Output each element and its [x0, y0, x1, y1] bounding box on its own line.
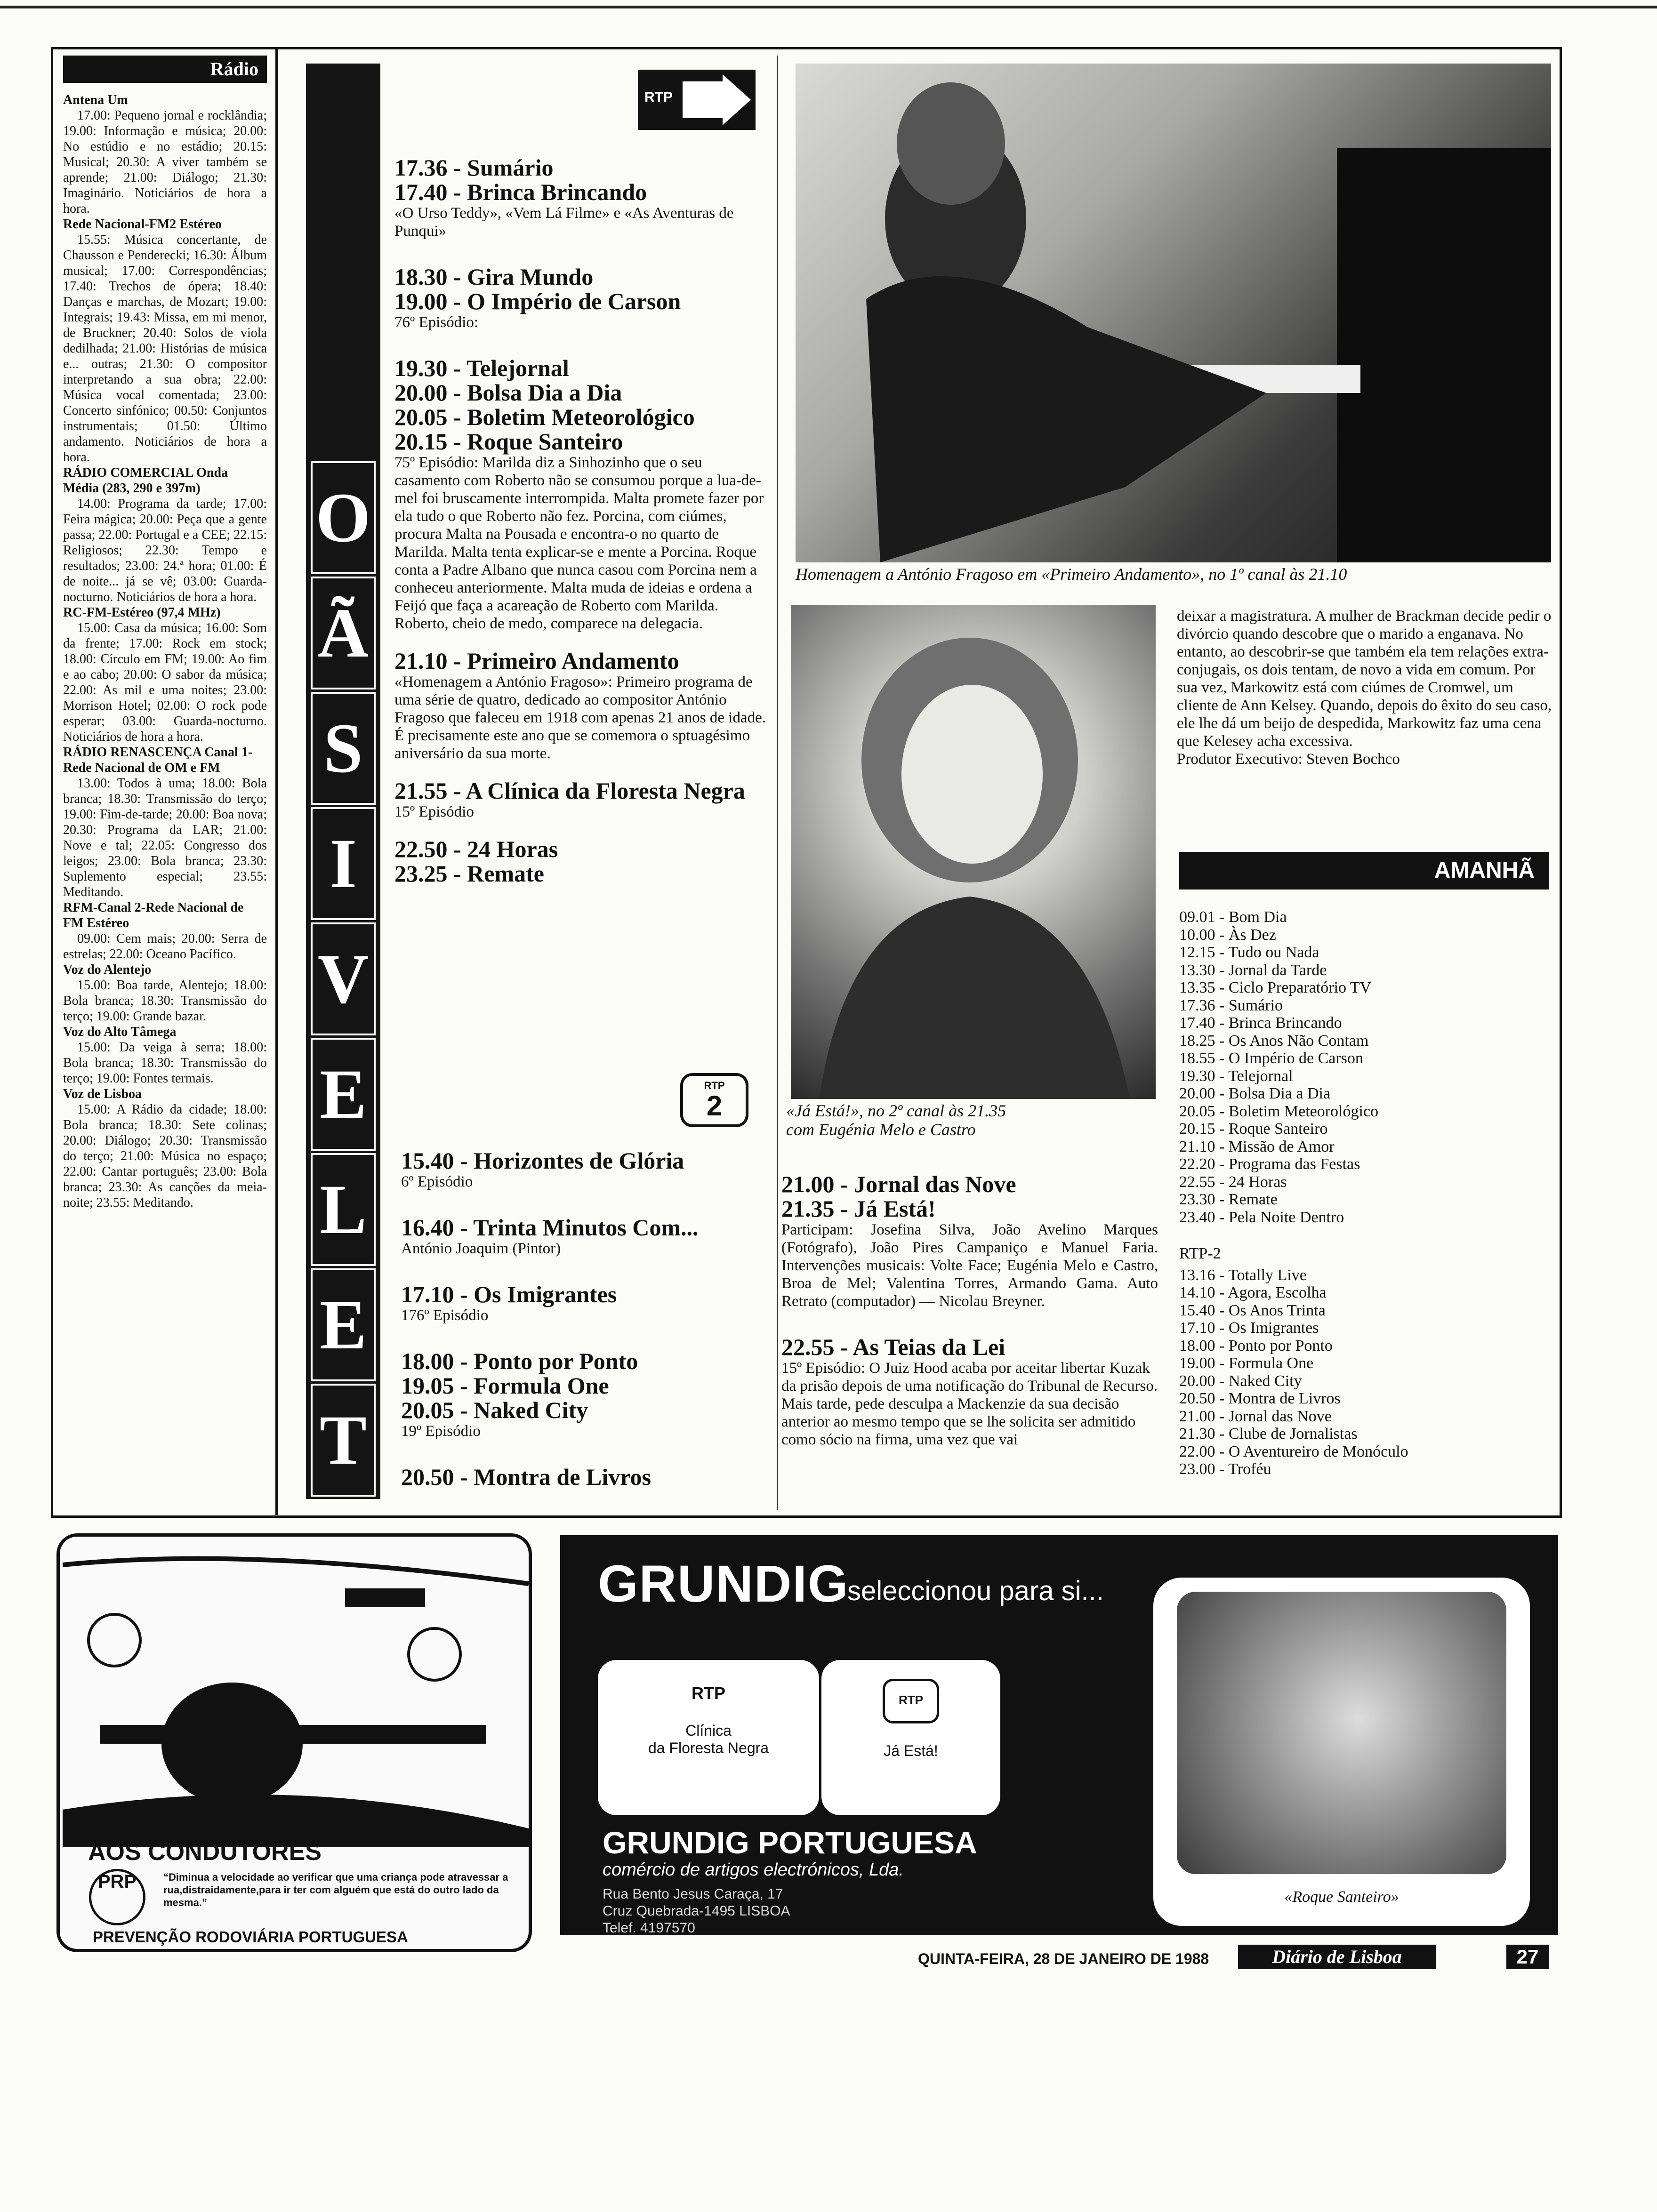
road-safety-ad	[56, 1533, 532, 1952]
rtp2-listings	[401, 1148, 773, 1489]
amanha-listings	[1179, 908, 1551, 1478]
tv1-line1: Clínica	[685, 1722, 732, 1739]
amanha-rtp2-list	[1179, 1266, 1551, 1478]
program-title: 16.40 - Trinta Minutos Com...	[401, 1214, 699, 1241]
program-title: 17.40 - Brinca Brincando	[394, 179, 647, 205]
tv1-line2: da Floresta Negra	[648, 1739, 769, 1756]
column-divider	[777, 56, 778, 1510]
banner-letter: T	[311, 1384, 376, 1497]
amanha-list-item: 23.30 - Remate	[1179, 1191, 1278, 1208]
radio-schedule: 15.55: Música concertante, de Chausson e Penderecki; 16.30: Álbum musical; 17.00: Correspondências; 17.40: Trechos de ópera; 18.40: Danças e marchas, de Mozart; 19.00: Integrais; 19.43: Missa, em mi menor, de Bruckner; 20.40: Solos de viola dedilhada; 21.00: Histórias de música e... outras; 21.30: O compositor interpretando a sua obra; 22.00: Música vocal comentada; 23.00: Concerto sinfónico; 00.50: Conjuntos instrumentais; 01.50: Último andamento. Noticiários de hora a hora.	[63, 232, 267, 465]
tv-photo-frame	[1153, 1578, 1530, 1926]
address-line: Rua Bento Jesus Caraça, 17	[603, 1886, 783, 1902]
banner-letter: E	[311, 1268, 376, 1381]
pianist-illustration	[796, 64, 1551, 562]
amanha-list-item: 21.10 - Missão de Amor	[1179, 1138, 1335, 1155]
rtp2-logo	[680, 1073, 748, 1127]
program-desc: António Joaquim (Pintor)	[401, 1240, 561, 1257]
program-title: 22.55 - As Teias da Lei	[781, 1334, 1005, 1360]
program-title: 22.50 - 24 Horas	[394, 836, 558, 862]
address-line: Cruz Quebrada-1495 LISBOA	[603, 1903, 790, 1919]
car-scene-illustration	[63, 1546, 529, 1847]
tv-rtp1-card	[598, 1660, 819, 1815]
program-desc: 15º Episódio: O Juiz Hood acaba por aceitar libertar Kuzak da prisão depois de uma notificação do Tribunal de Recurso. Mais tarde, pede desculpa a Mackenzie da sua decisão anterior ao mesmo tempo que se lhe solicita ser admitido como sócio na firma, uma vez que vai	[781, 1360, 1158, 1448]
radio-station-name: Rede Nacional-FM2 Estéreo	[63, 217, 222, 232]
amanha-list-item: 22.55 - 24 Horas	[1179, 1173, 1287, 1191]
program-desc: «O Urso Teddy», «Vem Lá Filme» e «As Aventuras de Punqui»	[394, 205, 734, 240]
amanha-list-item: 20.00 - Bolsa Dia a Dia	[1179, 1085, 1331, 1102]
program-title: 21.00 - Jornal das Nove	[781, 1171, 1016, 1197]
ad-org: PREVENÇÃO RODOVIÁRIA PORTUGUESA	[93, 1928, 408, 1946]
amanha-list-item: 22.20 - Programa das Festas	[1179, 1155, 1360, 1173]
radio-schedule: 15.00: A Rádio da cidade; 18.00: Bola branca; 18.30: Sete colinas; 20.00: Diálogo; 20.30: Transmissão do terço; 21.00: Música no espaço; 22.00: Cantar português; 23.00: Bola branca; 23.30: As canções da meia-noite; 23.55: Meditando.	[63, 1102, 267, 1210]
amanha-list-item: 20.15 - Roque Santeiro	[1179, 1120, 1328, 1138]
amanha-list-item: 19.30 - Telejornal	[1179, 1067, 1293, 1085]
amanha-list-item: 13.30 - Jornal da Tarde	[1179, 961, 1327, 979]
amanha-list-item: 13.16 - Totally Live	[1179, 1266, 1307, 1284]
amanha-list-item: 09.01 - Bom Dia	[1179, 908, 1287, 926]
amanha-list-item: 22.00 - O Aventureiro de Monóculo	[1179, 1443, 1408, 1460]
amanha-list-item: 17.10 - Os Imigrantes	[1179, 1319, 1319, 1337]
program-desc: 76º Episódio:	[394, 314, 478, 331]
amanha-list-item: 21.30 - Clube de Jornalistas	[1179, 1425, 1358, 1443]
amanha-header: AMANHÃ	[1179, 852, 1549, 890]
program-title: 21.35 - Já Está!	[781, 1195, 936, 1222]
banner-letter: I	[311, 807, 376, 920]
program-title: 18.30 - Gira Mundo	[394, 264, 594, 290]
radio-station-name: RFM-Canal 2-Rede Nacional de FM Estéreo	[63, 900, 244, 930]
program-credit: Produtor Executivo: Steven Bochco	[1177, 751, 1400, 768]
amanha-list-item: 10.00 - Às Dez	[1179, 926, 1276, 944]
program-desc: 15º Episódio	[394, 803, 474, 820]
amanha-list-item: 18.00 - Ponto por Ponto	[1179, 1337, 1333, 1354]
page-number: 27	[1506, 1945, 1549, 1969]
amanha-list-item: 18.25 - Os Anos Não Contam	[1179, 1032, 1369, 1050]
tv1-logo: RTP	[692, 1683, 725, 1703]
program-title: 20.00 - Bolsa Dia a Dia	[394, 379, 622, 406]
radio-header: Rádio	[63, 56, 267, 83]
program-title: 23.25 - Remate	[394, 860, 544, 887]
program-desc: 176º Episódio	[401, 1307, 489, 1324]
amanha-list-item: 20.05 - Boletim Meteorológico	[1179, 1102, 1379, 1120]
program-title: 20.05 - Naked City	[401, 1397, 588, 1423]
company-name: GRUNDIG PORTUGUESA	[603, 1825, 977, 1860]
tv-rtp2-card	[821, 1660, 1000, 1815]
rtp1-logo-text: RTP	[644, 89, 673, 105]
rtp2-desc-continued	[1177, 607, 1553, 768]
amanha-list-item: 20.50 - Montra de Livros	[1179, 1390, 1341, 1407]
program-title: 21.55 - A Clínica da Floresta Negra	[394, 777, 745, 804]
rtp1-arrow-icon	[638, 70, 756, 130]
amanha-list-item: 15.40 - Os Anos Trinta	[1179, 1301, 1326, 1319]
program-title: 17.10 - Os Imigrantes	[401, 1281, 617, 1307]
photo2-caption-line2: com Eugénia Melo e Castro	[786, 1120, 976, 1139]
footer-date: QUINTA-FEIRA, 28 DE JANEIRO DE 1988	[918, 1950, 1209, 1967]
radio-listings	[63, 92, 267, 1210]
program-title: 15.40 - Horizontes de Glória	[401, 1147, 684, 1174]
program-desc: «Homenagem a António Fragoso»: Primeiro programa de uma série de quatro, dedicado ao compositor António Fragoso que faleceu em 1918 com apenas 21 anos de idade. É precisamente este ano que se comemora o sptuagésimo aniversário da sua morte.	[394, 673, 766, 762]
photo1-caption: Homenagem a António Fragoso em «Primeiro Andamento», no 1º canal às 21.10	[796, 565, 1347, 584]
amanha-list-item: 23.40 - Pela Noite Dentro	[1179, 1208, 1344, 1226]
program-desc: Participam: Josefina Silva, João Avelino Marques (Fotógrafo), João Pires Campaniço e Manuel Faria. Intervenções musicais: Volte Face; Eugénia Melo e Castro, Broa de Mel; Valentina Torres, Armando Gama. Auto Retrato (computador) — Nicolau Breyner.	[781, 1221, 1158, 1310]
amanha-rtp2-label: RTP-2	[1179, 1245, 1221, 1262]
program-title: 19.30 - Telejornal	[394, 355, 569, 381]
amanha-list-item: 17.40 - Brinca Brincando	[1179, 1014, 1342, 1032]
radio-station-name: RC-FM-Estéreo (97,4 MHz)	[63, 605, 221, 620]
photo2-caption-line1: «Já Está!», no 2º canal às 21.35	[786, 1101, 1006, 1120]
rtp1-logo	[638, 70, 756, 130]
amanha-list-item: 13.35 - Ciclo Preparatório TV	[1179, 979, 1372, 996]
amanha-list-item: 12.15 - Tudo ou Nada	[1179, 944, 1319, 961]
company-address	[603, 1886, 790, 1937]
program-desc: deixar a magistratura. A mulher de Brackman decide pedir o divórcio quando descobre que o marido a enganava. No entanto, ao descobrir-se que também ela tem relações extra-conjugais, os dois tentam, de novo a vida em comum. Por sua vez, Markowitz está com ciúmes de Cromwel, um cliente de Ann Kelsey. Quando, depois do êxito do seu caso, ele lhe dá um beijo de despedida, Markowitz faz uma cena que Kelesey acha excessiva.	[1177, 608, 1552, 750]
top-rule	[0, 6, 1657, 8]
televisao-banner	[306, 64, 380, 1499]
amanha-list-item: 17.36 - Sumário	[1179, 996, 1283, 1014]
ad-title: AOS CONDUTORES	[88, 1838, 322, 1866]
grundig-ad	[560, 1535, 1558, 1935]
banner-letter: E	[311, 1038, 376, 1151]
program-desc: 19º Episódio	[401, 1423, 481, 1440]
ad-quote: “Diminua a velocidade ao verificar que uma criança pode atravessar a rua,distraidamente,para ir ter com alguém que está do outro lado da mesma.”	[163, 1871, 508, 1908]
banner-letter: S	[311, 692, 376, 805]
rtp2-logo-text: RTP	[704, 1080, 725, 1091]
photo2-caption	[786, 1101, 1158, 1139]
radio-station-name: RÁDIO RENASCENÇA Canal 1-Rede Nacional de OM e FM	[63, 745, 253, 775]
radio-schedule: 15.00: Casa da música; 16.00: Som da frente; 17.00: Rock em stock; 18.00: Círculo em FM; 19.00: Ao fim e ao cabo; 20.00: O sabor da música; 22.00: As mil e uma noites; 23.00: Morrison Hotel; 02.00: O rock pode esperar; 03.00: Guarda-nocturno. Noticiários de hora a hora.	[63, 621, 267, 744]
radio-station-name: Voz de Lisboa	[63, 1087, 142, 1101]
tv2-logo: RTP	[883, 1679, 939, 1723]
program-title: 20.50 - Montra de Livros	[401, 1464, 651, 1490]
program-desc: 6º Episódio	[401, 1173, 473, 1190]
amanha-list-item: 23.00 - Troféu	[1179, 1460, 1271, 1478]
program-title: 19.00 - O Império de Carson	[394, 288, 681, 314]
roque-santeiro-photo	[1177, 1592, 1506, 1874]
radio-station-name: Voz do Alentejo	[63, 962, 152, 977]
radio-schedule: 17.00: Pequeno jornal e rocklândia; 19.00: Informação e música; 20.00: No estúdio e no estádio; 20.15: Musical; 20.30: A viver também se aprende; 21.00: Diálogo; 21.30: Imaginário. Noticiários de hora a hora.	[63, 108, 267, 216]
radio-column	[53, 49, 278, 1515]
program-desc: 75º Episódio: Marilda diz a Sinhozinho que o seu casamento com Roberto não se consumou porque a lua-de-mel foi bruscamente interrompida. Malta promete fazer por ela tudo o que Roberto não fez. Porcina, com ciúmes, procura Malta na Pousada e encontra-o no quarto de Marilda. Malta tenta explicar-se e mente a Porcina. Roque conta a Padre Albano que nunca casou com Porcina nem a conheceu anteriormente. Malta muda de ideias e ordena a Feijó que faça a acareação de Roberto com Marilda. Roberto, cheio de medo, comparece na delegacia.	[394, 454, 764, 632]
radio-station-name: Antena Um	[63, 93, 128, 107]
program-title: 19.05 - Formula One	[401, 1372, 609, 1399]
portrait-illustration	[791, 605, 1156, 1099]
photo-eugenia	[791, 605, 1156, 1099]
rtp1-listings	[394, 155, 771, 886]
radio-schedule: 15.00: Da veiga à serra; 18.00: Bola branca; 18.30: Transmissão do terço; 19.00: Fontes termais.	[63, 1040, 267, 1086]
photo-pianist	[796, 64, 1551, 562]
amanha-rtp1-list	[1179, 908, 1551, 1226]
prp-logo: PRP	[89, 1869, 145, 1925]
company-sub: comércio de artigos electrónicos, Lda.	[603, 1860, 904, 1880]
amanha-list-item: 20.00 - Naked City	[1179, 1372, 1302, 1390]
banner-letter: O	[311, 461, 376, 574]
amanha-list-item: 14.10 - Agora, Escolha	[1179, 1284, 1327, 1301]
grundig-tagline: seleccionou para si...	[847, 1576, 1104, 1606]
tv-photo-caption: «Roque Santeiro»	[1284, 1888, 1399, 1906]
banner-letter: Ã	[311, 577, 376, 689]
tv2-line1: Já Está!	[884, 1742, 938, 1759]
amanha-list-item: 18.55 - O Império de Carson	[1179, 1050, 1363, 1067]
radio-schedule: 14.00: Programa da tarde; 17.00: Feira mágica; 20.00: Peça que a gente passa; 22.00: Portugal e a CEE; 22.15: Religiosos; 22.30: Tempo e resultados; 23.00: 24.ª hora; 01.00: É de noite... já se vê; 03.00: Guarda-nocturno. Noticiários de hora a hora.	[63, 497, 267, 604]
phone-line: Telef. 4197570	[603, 1920, 695, 1936]
program-title: 20.15 - Roque Santeiro	[394, 428, 623, 455]
program-title: 17.36 - Sumário	[394, 154, 554, 181]
program-title: 21.10 - Primeiro Andamento	[394, 648, 679, 674]
amanha-list-item: 21.00 - Jornal das Nove	[1179, 1407, 1332, 1425]
banner-letter: L	[311, 1153, 376, 1266]
radio-station-name: Voz do Alto Tâmega	[63, 1025, 177, 1039]
amanha-list-item: 19.00 - Formula One	[1179, 1354, 1314, 1372]
rtp2-logo-numeral: 2	[706, 1090, 723, 1122]
banner-letter: V	[311, 922, 376, 1035]
program-title: 20.05 - Boletim Meteorológico	[394, 404, 695, 430]
footer-paper-name: Diário de Lisboa	[1238, 1945, 1436, 1969]
radio-station-name: RÁDIO COMERCIAL Onda Média (283, 290 e 397m)	[63, 465, 228, 496]
page-footer	[918, 1944, 1558, 1972]
rtp2-evening-listings	[781, 1172, 1158, 1449]
radio-schedule: 15.00: Boa tarde, Alentejo; 18.00: Bola branca; 18.30: Transmissão do terço; 19.00: Grande bazar.	[63, 978, 267, 1024]
radio-schedule: 13.00: Todos à uma; 18.00: Bola branca; 18.30: Transmissão do terço; 19.00: Fim-de-tarde; 20.00: Boa nova; 20.30: Programa da LAR; 21.00: Nove e tal; 22.05: Congresso dos leigos; 23.00: Bola branca; 23.30: Suplemento especial; 23.55: Meditando.	[63, 776, 267, 899]
radio-schedule: 09.00: Cem mais; 20.00: Serra de estrelas; 22.00: Oceano Pacífico.	[63, 931, 267, 962]
grundig-logo: GRUNDIG	[598, 1555, 849, 1613]
program-title: 18.00 - Ponto por Ponto	[401, 1348, 638, 1374]
